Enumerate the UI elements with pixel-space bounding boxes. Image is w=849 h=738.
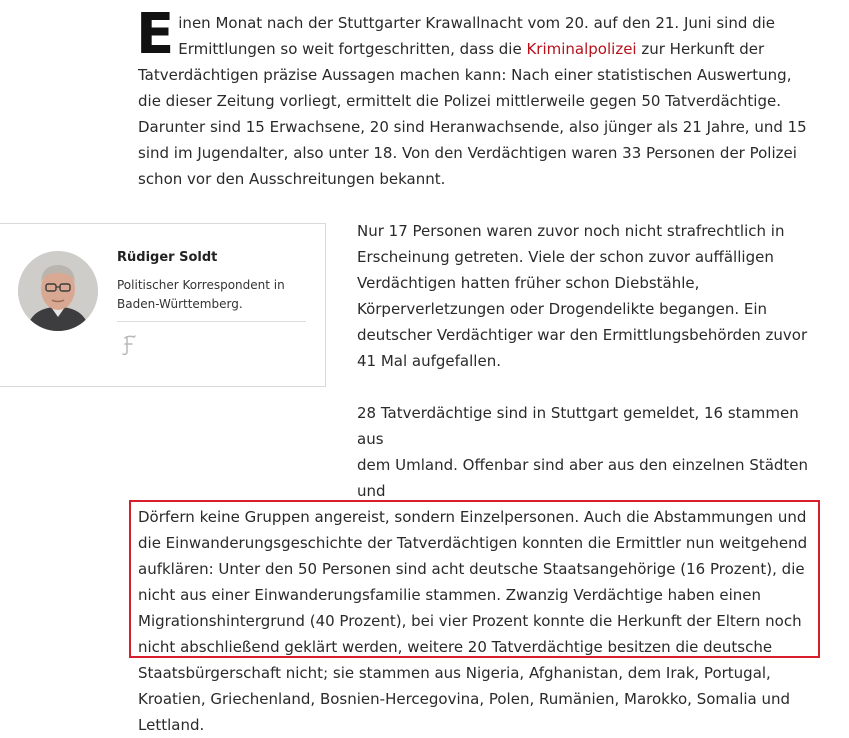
kriminalpolizei-link[interactable]: Kriminalpolizei (526, 40, 637, 58)
author-divider (117, 321, 306, 322)
paragraph-3-line-1: 28 Tatverdächtige sind in Stuttgart gemeldet, 16 stammen aus (357, 404, 799, 448)
paragraph-1-text-a: inen Monat nach der Stuttgarter Krawallnacht vom 20. auf den 21. Juni sind die Ermittlungen so weit fortgeschritten, dass die (178, 14, 776, 58)
author-name[interactable]: Rüdiger Soldt (117, 250, 218, 265)
author-role: Politischer Korrespondent in Baden-Württemberg. (117, 278, 285, 311)
paragraph-3 (138, 400, 823, 738)
paragraph-1 (136, 2, 818, 192)
author-portrait-icon (18, 251, 98, 331)
paragraph-1-text-b: zur Herkunft der Tatverdächtigen präzise Aussagen machen kann: Nach einer statistischen Auswertung, die dieser Zeitung vorliegt, ermittelt die Polizei mittlerweile gegen 50 Tatverdächtige. Darunter sind 15 Erwachsene, 20 sind Heranwachsende, also jünger als 21 Jahre, und 15 sind im Jugendalter, also unter 18. Von den Verdächtigen waren 33 Personen der Polizei schon vor den Ausschreitungen bekannt. (138, 40, 807, 188)
author-box (0, 223, 326, 387)
paragraph-2: Nur 17 Personen waren zuvor noch nicht strafrechtlich in Erscheinung getreten. Viele der schon zuvor auffälligen Verdächtigen hatten früher schon Diebstähle, Körperverletzungen oder Drogendelikte begangen. Ein deutscher Verdächtiger war den Ermittlungsbehörden zuvor 41 Mal aufgefallen. (357, 222, 808, 370)
dropcap: E (136, 2, 175, 67)
faz-f-icon (121, 334, 139, 356)
paragraph-3-rest: Dörfern keine Gruppen angereist, sondern Einzelpersonen. Auch die Abstammungen und die Einwanderungsgeschichte der Tatverdächtigen konnten die Ermittler nun weitgehend aufklären: Unter den 50 Personen sind acht deutsche Staatsangehörige (16 Prozent), die nicht aus einer Einwanderungsfamilie stammen. Zwanzig Verdächtige haben einen Migrationshintergrund (40 Prozent), bei vier Prozent konnte die Herkunft der Eltern noch nicht abschließend geklärt werden, weitere 20 Tatverdächtige besitzen die deutsche Staatsbürgerschaft nicht; sie stammen aus Nigeria, Afghanistan, dem Irak, Portugal, Kroatien, Griechenland, Bosnien-Hercegovina, Polen, Rumänien, Marokko, Somalia und Lettland. (138, 508, 808, 734)
paragraph-3-line-2: dem Umland. Offenbar sind aber aus den einzelnen Städten und (357, 456, 809, 500)
author-avatar (18, 251, 98, 331)
